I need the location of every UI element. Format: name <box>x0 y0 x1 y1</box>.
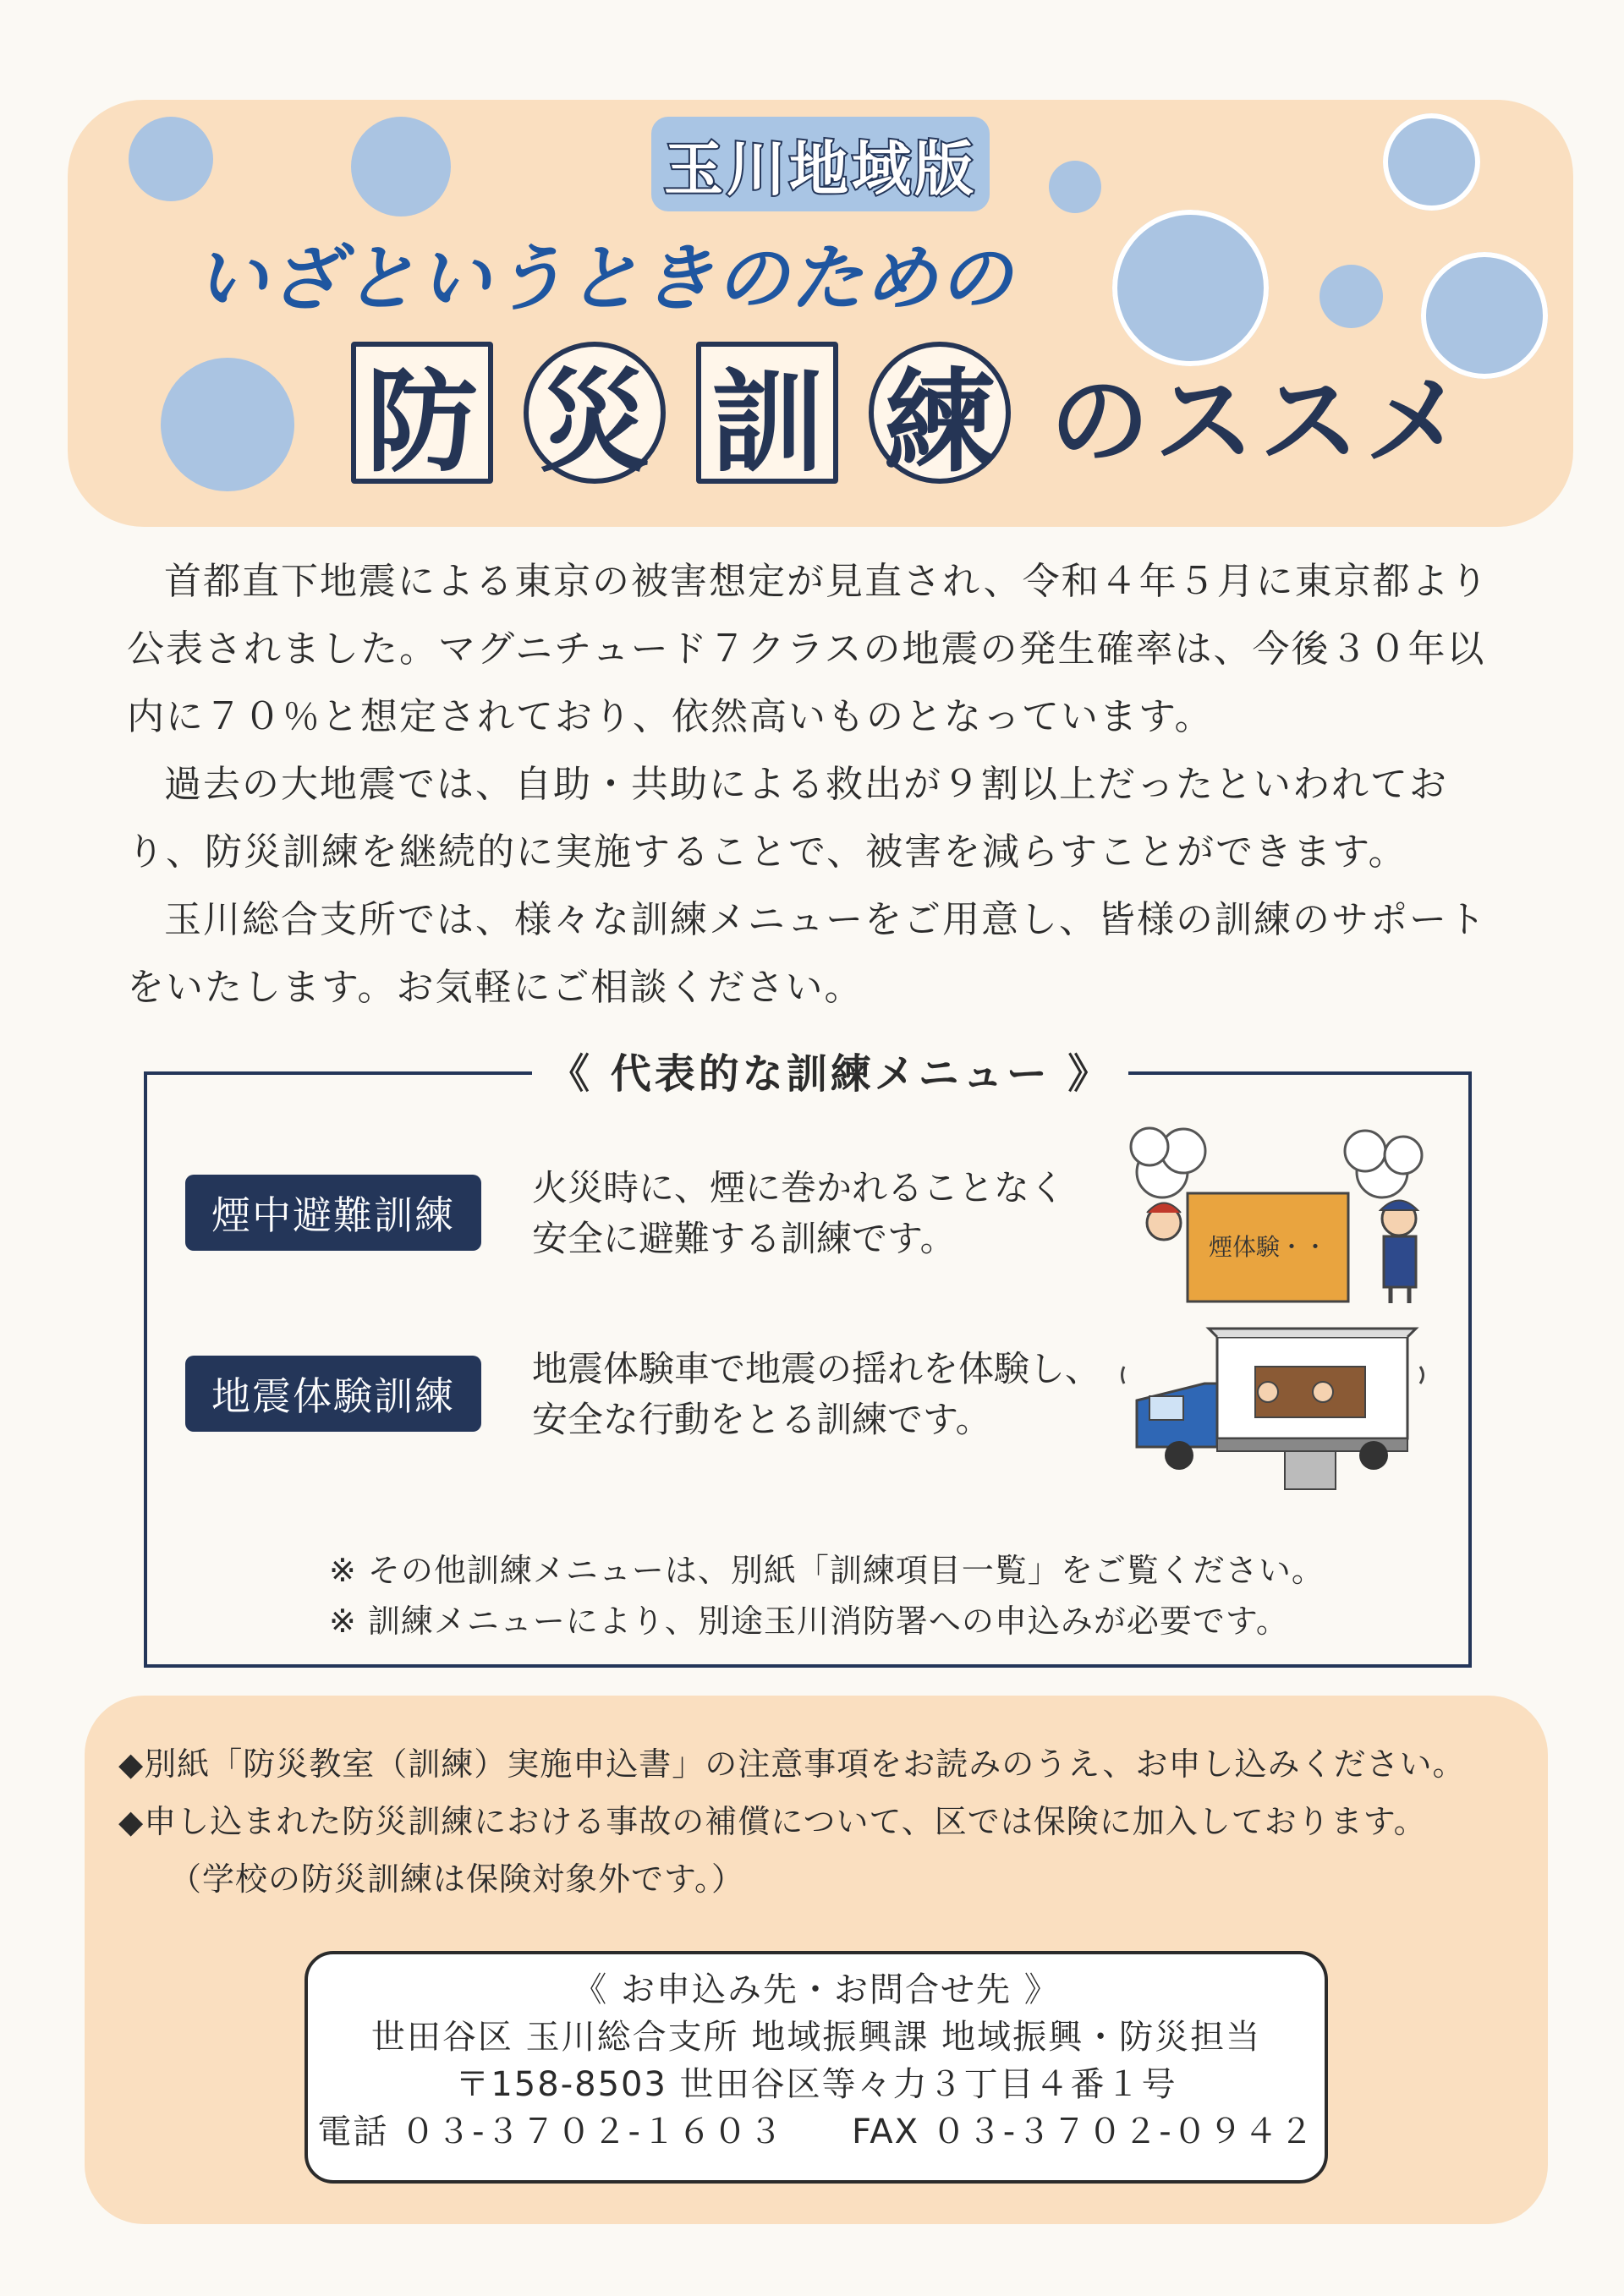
desc-line: 地震体験車で地震の揺れを体験し、 <box>532 1348 1101 1389</box>
contact-fax: FAX ０３-３７０２-０９４２ <box>851 2112 1315 2151</box>
contact-phones <box>308 2108 1325 2156</box>
region-badge-text: 玉川地域版 <box>664 134 977 204</box>
desc-earthquake-experience <box>532 1344 1100 1445</box>
intro-paragraph: 玉川総合支所では、様々な訓練メニューをご用意し、皆様の訓練のサポートをいたします。お気軽にご相談ください。 <box>127 898 1487 1009</box>
intro-paragraph: 首都直下地震による東京の被害想定が見直され、令和４年５月に東京都より公表されました。マグニチュード７クラスの地震の発生確率は、今後３０年以内に７０％と想定されており、依然高いものとなっています。 <box>127 560 1490 738</box>
tent-label: 煙体験・・ <box>1209 1233 1328 1261</box>
title-kanji-2: 災 <box>524 342 666 484</box>
info-line: （学校の防災訓練は保険対象外です。） <box>169 1860 744 1898</box>
contact-title: 《 お申込み先・お問合せ先 》 <box>573 1970 1060 2009</box>
decorative-bubble <box>129 117 213 201</box>
intro-paragraph: 過去の大地震では、自助・共助による救出が９割以上だったといわれており、防災訓練を継続的に実施することで、被害を減らすことができます。 <box>127 763 1448 874</box>
menu-heading: 《 代表的な訓練メニュー 》 <box>532 1041 1128 1099</box>
menu-note: ※ その他訓練メニューは、別紙「訓練項目一覧」をご覧ください。 <box>329 1552 1325 1589</box>
desc-line: 火災時に、煙に巻かれることなく <box>532 1167 1066 1208</box>
title-kanji-4: 練 <box>869 342 1011 484</box>
page-subtitle: いざというときのための <box>195 237 1013 321</box>
decorative-bubble <box>1383 113 1480 211</box>
decorative-bubble <box>1049 161 1101 213</box>
title-suffix: のススメ <box>1050 363 1470 479</box>
contact-box <box>304 1951 1328 2184</box>
intro-text <box>127 548 1506 1022</box>
smoke-tent-illustration <box>1111 1113 1433 1307</box>
menu-note: ※ 訓練メニューにより、別途玉川消防署への申込みが必要です。 <box>329 1603 1289 1640</box>
title-kanji-1: 防 <box>351 342 493 484</box>
decorative-bubble <box>161 358 294 491</box>
tag-earthquake-experience: 地震体験訓練 <box>185 1356 481 1432</box>
desc-smoke-evacuation <box>532 1163 1065 1264</box>
decorative-bubble <box>1320 265 1383 328</box>
contact-address: 〒158-8503 世田谷区等々力３丁目４番１号 <box>455 2065 1177 2104</box>
tag-smoke-evacuation: 煙中避難訓練 <box>185 1175 481 1251</box>
desc-line: 安全に避難する訓練です。 <box>532 1218 956 1259</box>
application-info-section <box>85 1696 1548 2224</box>
training-menu-box <box>144 1050 1472 1668</box>
info-line: ◆申し込まれた防災訓練における事故の補償について、区では保険に加入しております。 <box>118 1803 1427 1840</box>
earthquake-truck-illustration <box>1120 1324 1433 1493</box>
title-kanji-3: 訓 <box>696 342 838 484</box>
desc-line: 安全な行動をとる訓練です。 <box>532 1399 991 1440</box>
decorative-bubble <box>351 117 451 216</box>
page-title <box>351 328 1469 497</box>
info-line: ◆別紙「防災教室（訓練）実施申込書」の注意事項をお読みのうえ、お申し込みください。 <box>118 1745 1466 1783</box>
header-banner <box>68 100 1573 527</box>
contact-phone: 電話 ０３-３７０２-１６０３ <box>317 2112 784 2151</box>
region-badge <box>651 117 990 211</box>
contact-office: 世田谷区 玉川総合支所 地域振興課 地域振興・防災担当 <box>370 2018 1262 2057</box>
